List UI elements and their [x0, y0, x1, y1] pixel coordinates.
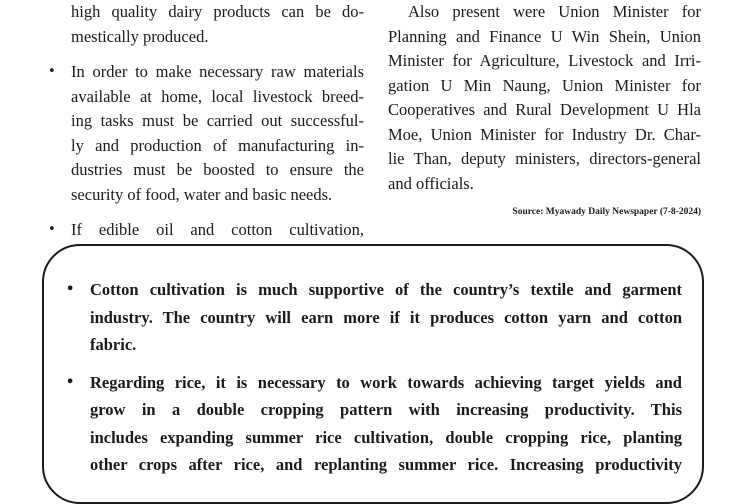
bullet-icon: •	[48, 64, 56, 79]
text-line: grow in a double cropping pattern with increasing productivity. This	[90, 400, 682, 419]
text-line: dustries must be boosted to ensure the	[71, 160, 364, 179]
left-bullet-raw-materials	[48, 60, 364, 207]
text-line: Moe, Union Minister for Industry Dr. Char-	[388, 124, 701, 144]
text-line: Regarding rice, it is necessary to work towards achieving target yields and	[90, 372, 682, 392]
text-line: Planning and Finance U Win Shein, Union	[388, 26, 701, 46]
bullet-icon: •	[48, 222, 56, 237]
left-continued-paragraph	[48, 0, 364, 49]
left-column	[48, 0, 364, 243]
text-line: and officials.	[388, 173, 474, 193]
text-line: ing tasks must be carried out successful-	[71, 111, 364, 130]
text-line: If edible oil and cotton cultivation,	[71, 220, 364, 239]
text-line: ly and production of manufacturing in-	[71, 135, 364, 155]
text-line: security of food, water and basic needs.	[71, 184, 333, 204]
text-line: Cotton cultivation is much supportive of the country’s textile and garment	[90, 280, 682, 299]
callout-bullet-rice	[66, 369, 682, 479]
callout-bullet-cotton	[66, 276, 682, 359]
bullet-icon: •	[66, 374, 75, 390]
right-column	[388, 0, 701, 196]
text-line: mestically produced.	[71, 26, 209, 46]
text-line: high quality dairy products can be do-	[71, 2, 364, 21]
left-bullet-edible-oil	[48, 218, 364, 243]
highlight-box-content	[66, 276, 682, 479]
text-line: includes expanding summer rice cultivation, double cropping rice, planting	[90, 427, 682, 447]
text-line: Minister for Agriculture, Livestock and Irri-	[388, 51, 701, 70]
text-line: fabric.	[90, 335, 137, 354]
text-line: other crops after rice, and replanting summer rice. Increasing productivity	[90, 455, 682, 474]
text-line: gation U Min Naung, Union Minister for	[388, 75, 701, 95]
text-line: Also present were Union Minister for	[408, 2, 701, 21]
text-line: industry. The country will earn more if it produces cotton yarn and cotton	[90, 307, 682, 327]
source-citation: Source: Myawady Daily Newspaper (7-8-2024)	[512, 207, 701, 217]
text-line: lie Than, deputy ministers, directors-general	[388, 149, 701, 168]
text-line: Cooperatives and Rural Development U Hla	[388, 100, 701, 119]
text-line: available at home, local livestock breed-	[71, 86, 364, 106]
bullet-icon: •	[66, 282, 75, 297]
text-line: In order to make necessary raw materials	[71, 62, 364, 81]
